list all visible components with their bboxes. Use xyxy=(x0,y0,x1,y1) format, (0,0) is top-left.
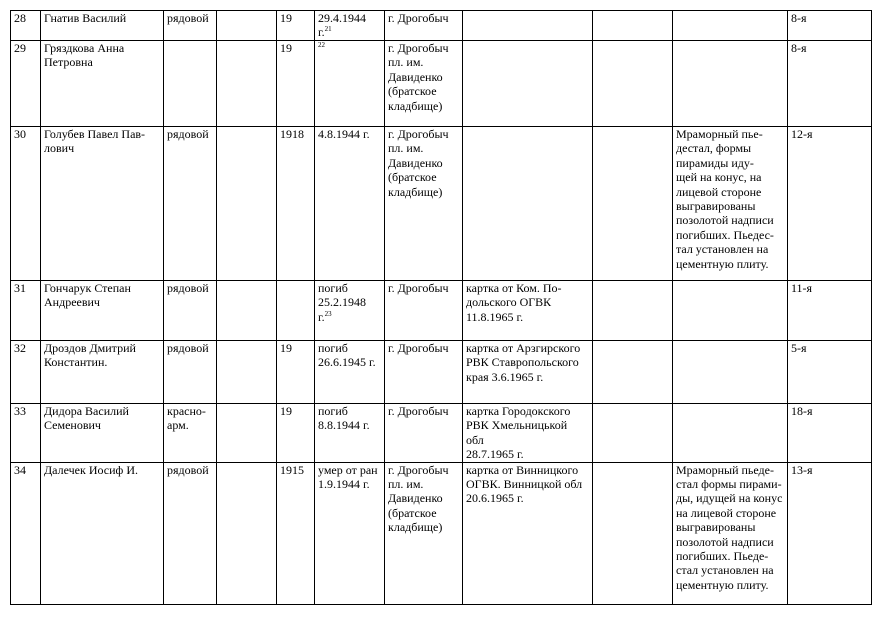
table-row xyxy=(11,462,872,604)
table-row xyxy=(11,404,872,463)
burial-place: г. Дрогобыч xyxy=(385,404,463,463)
burial-place: г. Дрогобыч xyxy=(385,341,463,404)
military-rank: рядовой xyxy=(164,462,217,604)
military-rank: рядовой xyxy=(164,11,217,41)
death-date: погиб 8.8.1944 г. xyxy=(318,404,370,433)
death-info xyxy=(315,404,385,463)
empty-cell xyxy=(593,462,673,604)
table-row xyxy=(11,341,872,404)
empty-cell xyxy=(217,462,277,604)
memorial-description: Мраморный пьеде- стал формы пирами- ды, идущей на конус на лицевой стороне выгравированы позолотой надписи погибших. Пьеде- стал установлен на цементную плиту. xyxy=(673,462,788,604)
memorial-description xyxy=(673,341,788,404)
row-number: 29 xyxy=(11,41,41,127)
footnote-ref: 23 xyxy=(324,309,332,318)
person-name: Гнатив Василий xyxy=(41,11,164,41)
burial-place: г. Дрогобыч xyxy=(385,281,463,341)
source-document: картка от Ком. По- дольского ОГВК 11.8.1965 г. xyxy=(463,281,593,341)
empty-cell xyxy=(217,281,277,341)
grave-number: 8-я xyxy=(788,11,872,41)
burial-records-table xyxy=(10,10,872,605)
grave-number: 5-я xyxy=(788,341,872,404)
source-document: картка от Винницкого ОГВК. Винницкой обл 20.6.1965 г. xyxy=(463,462,593,604)
death-info xyxy=(315,281,385,341)
military-rank: рядовой xyxy=(164,127,217,281)
birth-year: 19 xyxy=(277,404,315,463)
empty-cell xyxy=(593,41,673,127)
source-document: картка Городокского РВК Хмельницькой обл 28.7.1965 г. xyxy=(463,404,593,463)
death-date: погиб 26.6.1945 г. xyxy=(318,341,376,370)
memorial-description: Мраморный пье- дестал, формы пирамиды иду- щей на конус, на лицевой стороне выгравированы позолотой надписи погибших. Пьедес- тал установлен на цементную плиту. xyxy=(673,127,788,281)
source-document xyxy=(463,41,593,127)
military-rank xyxy=(164,41,217,127)
table-row xyxy=(11,11,872,41)
memorial-description xyxy=(673,281,788,341)
death-date: 4.8.1944 г. xyxy=(318,127,370,141)
empty-cell xyxy=(217,404,277,463)
birth-year: 1915 xyxy=(277,462,315,604)
military-rank: рядовой xyxy=(164,281,217,341)
death-info xyxy=(315,127,385,281)
table-row xyxy=(11,41,872,127)
birth-year: 1918 xyxy=(277,127,315,281)
death-info xyxy=(315,341,385,404)
death-info xyxy=(315,11,385,41)
birth-year: 19 xyxy=(277,11,315,41)
death-info xyxy=(315,41,385,127)
military-rank: рядовой xyxy=(164,341,217,404)
empty-cell xyxy=(593,127,673,281)
empty-cell xyxy=(217,341,277,404)
empty-cell xyxy=(593,11,673,41)
table-row xyxy=(11,281,872,341)
military-rank: красно- арм. xyxy=(164,404,217,463)
death-date: умер от ран 1.9.1944 г. xyxy=(318,462,378,492)
grave-number: 11-я xyxy=(788,281,872,341)
empty-cell xyxy=(217,41,277,127)
row-number: 33 xyxy=(11,404,41,463)
death-date: 29.4.1944 г. xyxy=(318,11,366,40)
birth-year: 19 xyxy=(277,41,315,127)
source-document xyxy=(463,11,593,41)
empty-cell xyxy=(593,404,673,463)
birth-year xyxy=(277,281,315,341)
empty-cell xyxy=(593,281,673,341)
empty-cell xyxy=(217,11,277,41)
source-document: картка от Арзгирского РВК Ставропольского края 3.6.1965 г. xyxy=(463,341,593,404)
burial-place: г. Дрогобыч пл. им. Давиденко (братское кладбище) xyxy=(385,41,463,127)
row-number: 32 xyxy=(11,341,41,404)
memorial-description xyxy=(673,11,788,41)
table-row xyxy=(11,127,872,281)
grave-number: 8-я xyxy=(788,41,872,127)
memorial-description xyxy=(673,41,788,127)
row-number: 30 xyxy=(11,127,41,281)
empty-cell xyxy=(217,127,277,281)
burial-place: г. Дрогобыч пл. им. Давиденко (братское кладбище) xyxy=(385,127,463,281)
row-number: 31 xyxy=(11,281,41,341)
person-name: Далечек Иосиф И. xyxy=(41,462,164,604)
person-name: Дидора Василий Семенович xyxy=(41,404,164,463)
row-number: 28 xyxy=(11,11,41,41)
person-name: Гончарук Степан Андреевич xyxy=(41,281,164,341)
footnote-ref: 21 xyxy=(324,25,332,34)
birth-year: 19 xyxy=(277,341,315,404)
grave-number: 12-я xyxy=(788,127,872,281)
person-name: Голубев Павел Пав- лович xyxy=(41,127,164,281)
person-name: Гряздкова Анна Петровна xyxy=(41,41,164,127)
source-document xyxy=(463,127,593,281)
grave-number: 18-я xyxy=(788,404,872,463)
death-date: погиб 25.2.1948 г. xyxy=(318,281,366,324)
grave-number: 13-я xyxy=(788,462,872,604)
burial-place: г. Дрогобыч пл. им. Давиденко (братское кладбище) xyxy=(385,462,463,604)
footnote-ref: 22 xyxy=(318,41,325,49)
death-info xyxy=(315,462,385,604)
person-name: Дроздов Дмитрий Константин. xyxy=(41,341,164,404)
burial-place: г. Дрогобыч xyxy=(385,11,463,41)
row-number: 34 xyxy=(11,462,41,604)
memorial-description xyxy=(673,404,788,463)
empty-cell xyxy=(593,341,673,404)
